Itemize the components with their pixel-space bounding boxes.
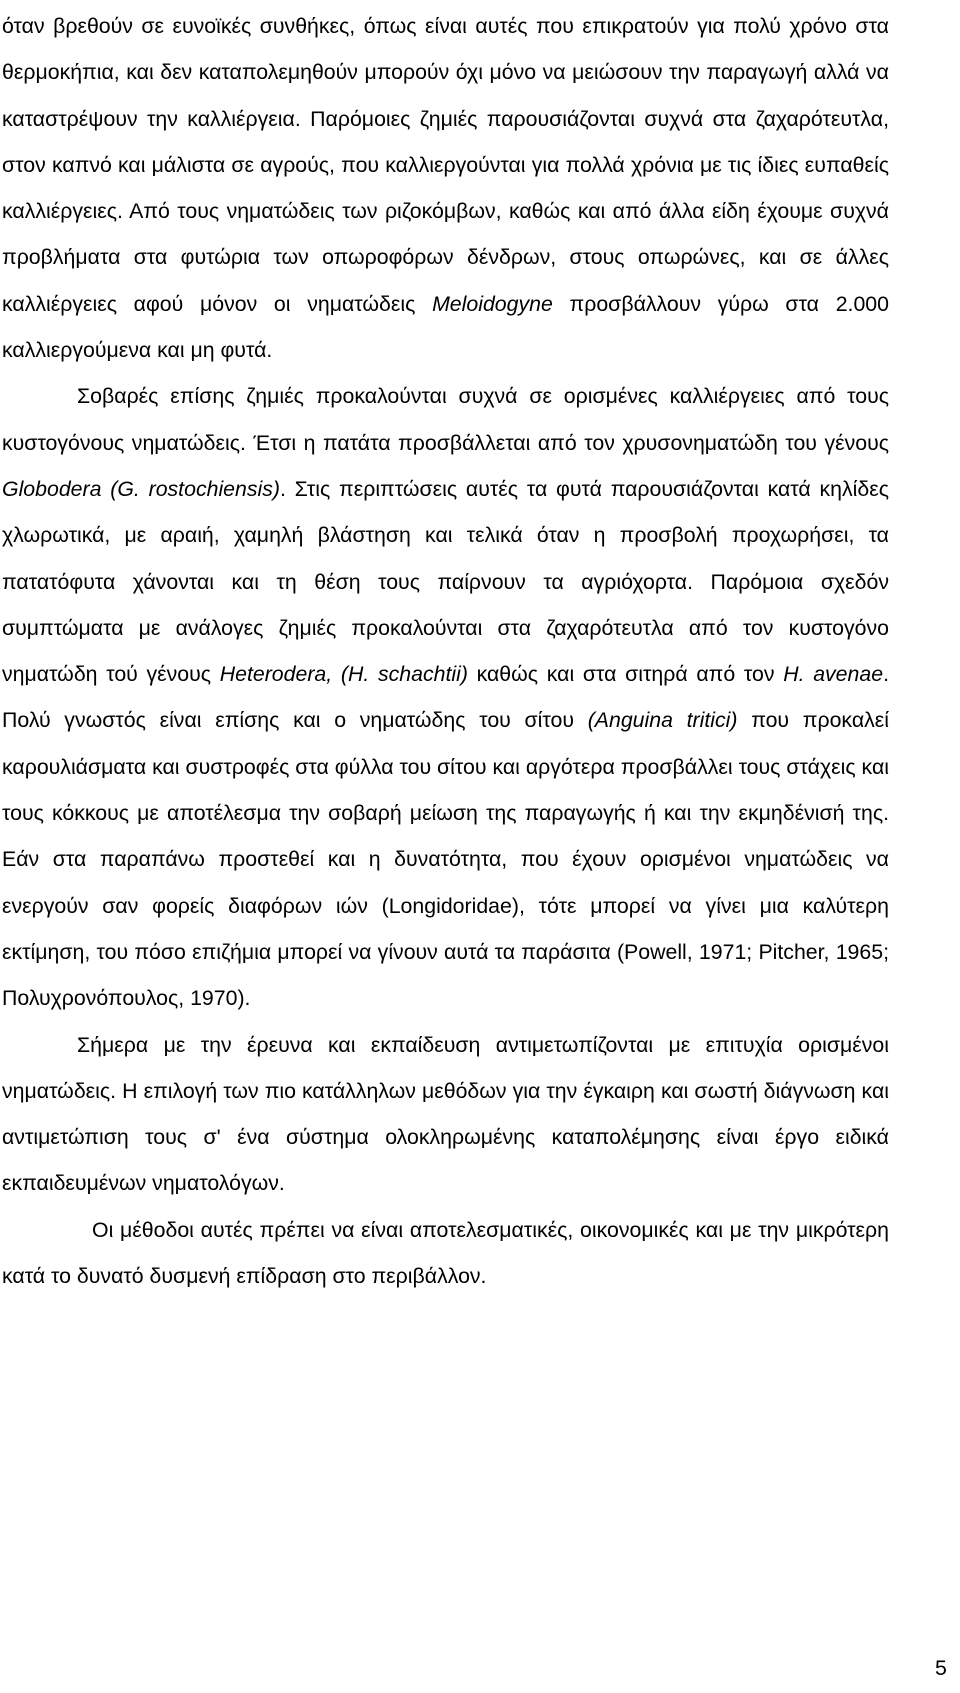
text-segment: Σήμερα με την έρευνα και εκπαίδευση αντιμετωπίζονται με επιτυχία ορισμένοι νηματώδεις. Η επιλογή των πιο κατάλληλων μεθόδων για την έγκαιρη και σωστή διάγνωση και αντιμετώπιση τους σ' ένα σύστημα ολοκληρωμένης καταπολέμησης είναι έργο ειδικά εκπαιδευμένων νηματολόγων. [2, 1032, 889, 1196]
italic-text-segment: Globodera (G. rostochiensis) [2, 476, 280, 501]
paragraph [2, 3, 889, 373]
page-number: 5 [935, 1656, 947, 1680]
text-segment: . Πολύ γνωστός είναι επίσης και ο νηματώδης του σίτου [2, 662, 889, 733]
italic-text-segment: Meloidogyne [432, 291, 553, 316]
italic-text-segment: H. avenae [783, 662, 884, 687]
text-segment: καθώς και στα σιτηρά από τον [467, 662, 784, 687]
paragraph [2, 1022, 889, 1207]
text-segment: προσβάλλουν γύρω στα 2.000 καλλιεργούμενα και μη φυτά. [2, 291, 889, 363]
text-segment: όταν βρεθούν σε ευνοϊκές συνθήκες, όπως είναι αυτές που επικρατούν για πολύ χρόνο στα θερμοκήπια, και δεν καταπολεμηθούν μπορούν όχι μόνο να μειώσουν την παραγωγή αλλά να καταστρέψουν την καλλιέργεια. Παρόμοιες ζημιές παρουσιάζονται συχνά στα ζαχαρότευτλα, στον καπνό και μάλιστα σε αγρούς, που καλλιεργούνται για πολλά χρόνια με τις ίδιες ευπαθείς καλλιέργειες. Από τους νηματώδεις των ριζοκόμβων, καθώς και από άλλα είδη έχουμε συχνά προβλήματα στα φυτώρια των οπωροφόρων δένδρων, στους οπωρώνες, και σε άλλες καλλιέργειες αφού μόνον οι νηματώδεις [2, 14, 889, 316]
paragraph [2, 1207, 889, 1300]
italic-text-segment: Heterodera, (H. schachtii) [219, 662, 468, 687]
body-text [2, 3, 889, 1299]
paragraph [2, 373, 889, 1021]
text-segment: που προκαλεί καρουλιάσματα και συστροφές στα φύλλα του σίτου και αργότερα προσβάλλει τους στάχεις και τους κόκκους με αποτέλεσμα την σοβαρή μείωση της παραγωγής ή και την εκμηδένισή της. Εάν στα παραπάνω προστεθεί και η δυνατότητα, που έχουν ορισμένοι νηματώδεις να ενεργούν σαν φορείς διαφόρων ιών (Longidoridae), τότε μπορεί να γίνει μια καλύτερη εκτίμηση, του πόσο επιζήμια μπορεί να γίνουν αυτά τα παράσιτα (Powell, 1971; Pitcher, 1965; Πολυχρονόπουλος, 1970). [2, 708, 890, 1011]
text-segment: Σοβαρές επίσης ζημιές προκαλούνται συχνά σε ορισμένες καλλιέργειες από τους κυστογόνους νηματώδεις. Έτσι η πατάτα προσβάλλεται από τον χρυσονηματώδη του γένους [2, 384, 889, 455]
text-segment: Οι μέθοδοι αυτές πρέπει να είναι αποτελεσματικές, οικονομικές και με την μικρότερη κατά το δυνατό δυσμενή επίδραση στο περιβάλλον. [2, 1217, 889, 1289]
text-segment: . Στις περιπτώσεις αυτές τα φυτά παρουσιάζονται κατά κηλίδες χλωρωτικά, με αραιή, χαμηλή βλάστηση και τελικά όταν η προσβολή προχωρήσει, τα πατατόφυτα χάνονται και τη θέση τους παίρνουν τα αγριόχορτα. Παρόμοια σχεδόν συμπτώματα με ανάλογες ζημιές προκαλούνται στα ζαχαρότευτλα από τον κυστογόνο νηματώδη τού γένους [2, 476, 889, 687]
italic-text-segment: (Anguina tritici) [587, 708, 738, 733]
